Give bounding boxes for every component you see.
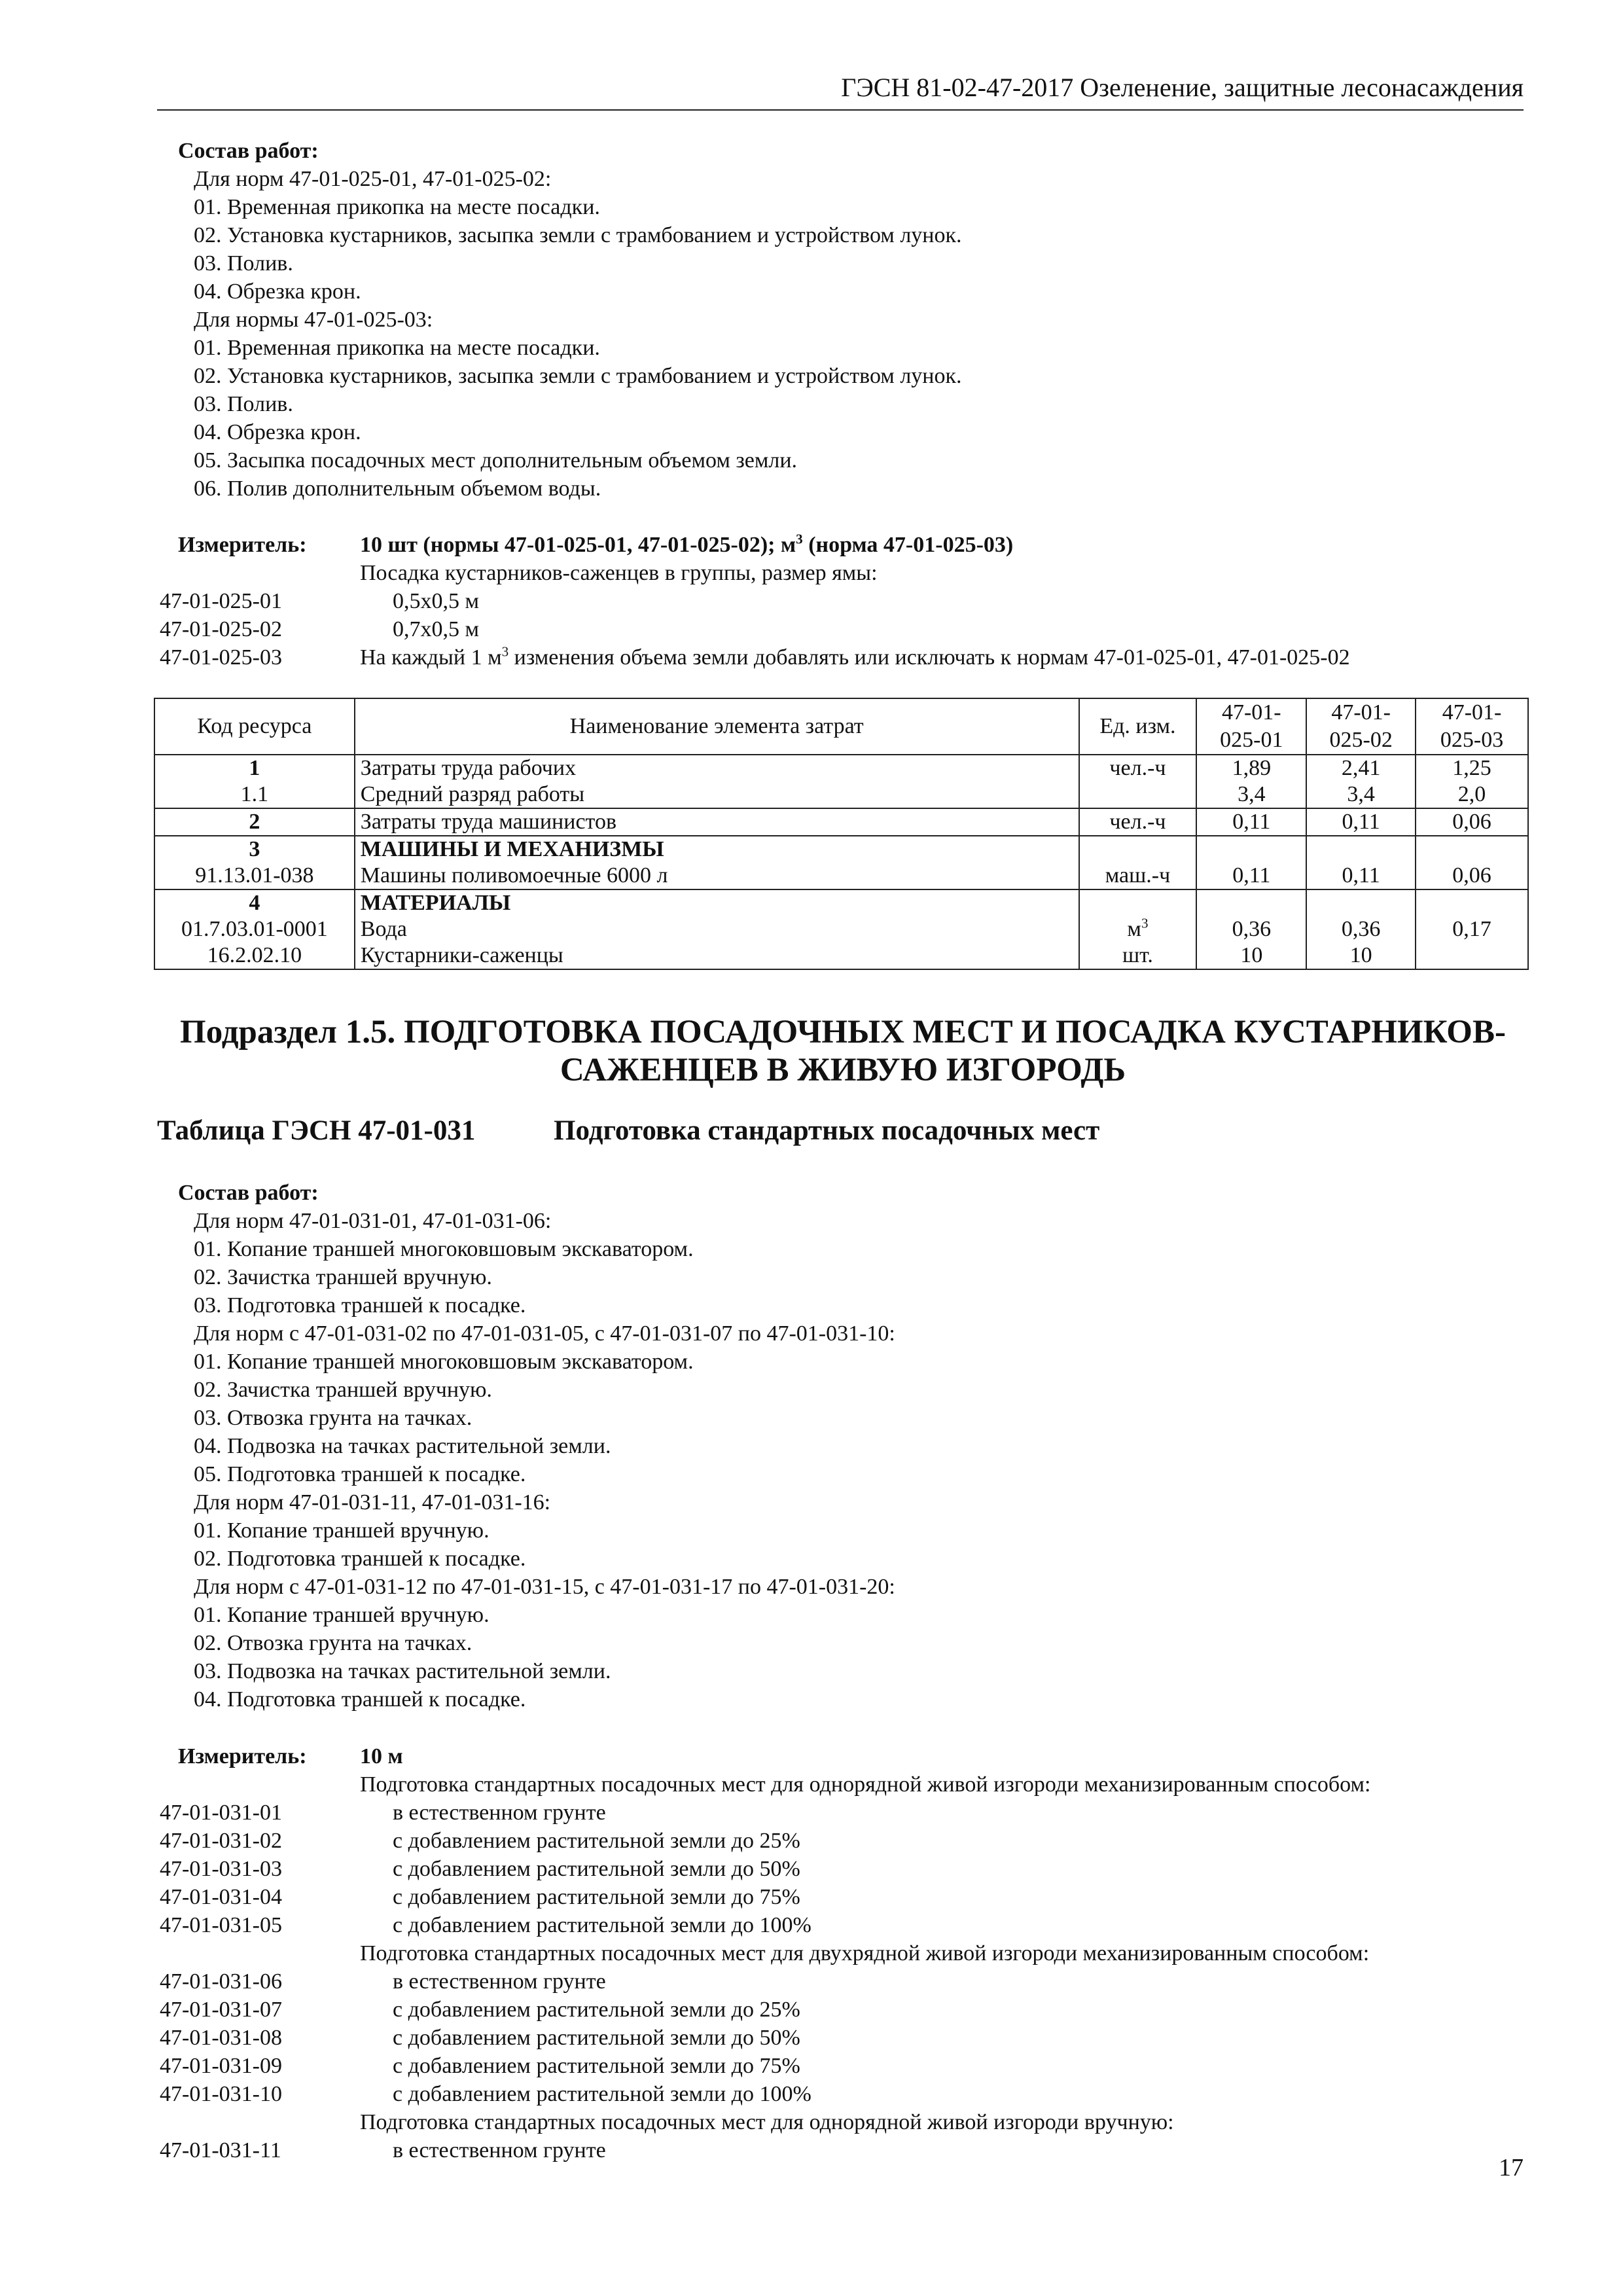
work-line: 03. Полив. [194, 392, 293, 416]
work-line: 01. Временная прикопка на месте посадки. [194, 336, 600, 360]
table-row: 16.2.02.10 Кустарники-саженцы шт. 10 10 [154, 942, 1528, 969]
subsection-heading: Подраздел 1.5. ПОДГОТОВКА ПОСАДОЧНЫХ МЕСТ И ПОСАДКА КУСТАРНИКОВ- САЖЕНЦЕВ В ЖИВУЮ ИЗГОРОДЬ [180, 1014, 1506, 1088]
work-line: 04. Обрезка крон. [194, 279, 361, 304]
work-line: 03. Отвозка грунта на тачках. [194, 1406, 473, 1430]
norm-code: 47-01-031-04 [160, 1885, 282, 1909]
work-composition-title: Состав работ: [178, 139, 319, 163]
norm-code: 47-01-025-03 [160, 645, 282, 670]
norm-text: в естественном грунте [393, 1801, 606, 1825]
group-caption: Подготовка стандартных посадочных мест для двухрядной живой изгороди механизированным способом: [360, 1941, 1370, 1965]
meter-label: Измеритель: [178, 1744, 307, 1768]
work-line: 03. Полив. [194, 251, 293, 276]
meter-label: Измеритель: [178, 533, 307, 557]
work-line: 02. Установка кустарников, засыпка земли с трамбованием и устройством лунок. [194, 223, 962, 247]
norm-code: 47-01-031-05 [160, 1913, 282, 1937]
work-line: 04. Подвозка на тачках растительной земли. [194, 1434, 611, 1458]
norm-code: 47-01-031-10 [160, 2082, 282, 2106]
group-caption: Подготовка стандартных посадочных мест для однорядной живой изгороди вручную: [360, 2110, 1174, 2134]
norm-text: с добавлением растительной земли до 75% [393, 1885, 800, 1909]
header-norm-2: 47-01- 025-02 [1306, 698, 1416, 755]
norm-text: в естественном грунте [393, 1969, 606, 1994]
norm-code: 47-01-031-02 [160, 1829, 282, 1853]
header-code: Код ресурса [154, 698, 355, 755]
table-row: 91.13.01-038 Машины поливомоечные 6000 л маш.-ч 0,11 0,11 0,06 [154, 863, 1528, 889]
header-norm-1: 47-01- 025-01 [1196, 698, 1306, 755]
table-row: 01.7.03.01-0001 Вода $м^3$ 0,36 0,36 0,17 [154, 916, 1528, 942]
work-line: Для нормы 47-01-025-03: [194, 308, 433, 332]
work-line: Для норм 47-01-031-11, 47-01-031-16: [194, 1490, 551, 1515]
work-line: 02. Отвозка грунта на тачках. [194, 1631, 473, 1655]
work-line: 05. Подготовка траншей к посадке. [194, 1462, 526, 1486]
work-line: 01. Копание траншей вручную. [194, 1518, 490, 1543]
work-line: 01. Копание траншей многоковшовым экскаватором. [194, 1350, 694, 1374]
work-line: 02. Зачистка траншей вручную. [194, 1378, 492, 1402]
norm-text: На каждый 1 $м^3$ изменения объема земли добавлять или исключать к нормам 47-01-025-01, 47-01-025-02 [360, 643, 1350, 670]
norm-code: 47-01-031-11 [160, 2138, 281, 2162]
work-line: 01. Временная прикопка на месте посадки. [194, 195, 600, 219]
table-row: 3 МАШИНЫ И МЕХАНИЗМЫ [154, 836, 1528, 863]
header-norm-3: 47-01- 025-03 [1416, 698, 1528, 755]
norm-code: 47-01-031-03 [160, 1857, 282, 1881]
page-number: 17 [1499, 2154, 1524, 2181]
norm-text: с добавлением растительной земли до 100% [393, 1913, 812, 1937]
work-line: 03. Подготовка траншей к посадке. [194, 1293, 526, 1318]
norm-text: в естественном грунте [393, 2138, 606, 2162]
work-line: Для норм 47-01-025-01, 47-01-025-02: [194, 167, 552, 191]
norm-code: 47-01-031-01 [160, 1801, 282, 1825]
norm-text: с добавлением растительной земли до 75% [393, 2054, 800, 2078]
resource-table [154, 698, 1529, 970]
table-label: Таблица ГЭСН 47-01-031 [157, 1115, 476, 1146]
work-line: Для норм 47-01-031-01, 47-01-031-06: [194, 1209, 552, 1233]
work-line: Для норм с 47-01-031-02 по 47-01-031-05, с 47-01-031-07 по 47-01-031-10: [194, 1321, 895, 1346]
table-row: 2 Затраты труда машинистов чел.-ч 0,11 0,11 0,06 [154, 808, 1528, 836]
meter-caption: Посадка кустарников-саженцев в группы, размер ямы: [360, 561, 878, 585]
work-line: 05. Засыпка посадочных мест дополнительным объемом земли. [194, 448, 798, 473]
work-line: 02. Зачистка траншей вручную. [194, 1265, 492, 1289]
norm-code: 47-01-031-06 [160, 1969, 282, 1994]
work-line: 04. Обрезка крон. [194, 420, 361, 444]
work-line: 02. Подготовка траншей к посадке. [194, 1547, 526, 1571]
table-row: 4 МАТЕРИАЛЫ [154, 889, 1528, 916]
norm-text: с добавлением растительной земли до 25% [393, 1829, 800, 1853]
header-unit: Ед. изм. [1079, 698, 1197, 755]
norm-code: 47-01-025-02 [160, 617, 282, 641]
work-line: 01. Копание траншей вручную. [194, 1603, 490, 1627]
meter-value: 10 шт (нормы 47-01-025-01, 47-01-025-02); $м^3$ (норма 47-01-025-03) [360, 531, 1014, 557]
work-line: 04. Подготовка траншей к посадке. [194, 1687, 526, 1712]
running-header: ГЭСН 81-02-47-2017 Озеленение, защитные лесонасаждения [157, 69, 1524, 111]
table-row: 1 Затраты труда рабочих чел.-ч 1,89 2,41 1,25 [154, 755, 1528, 781]
norm-text: с добавлением растительной земли до 50% [393, 1857, 800, 1881]
norm-text: 0,5х0,5 м [393, 589, 480, 613]
norm-code: 47-01-031-09 [160, 2054, 282, 2078]
work-line: 06. Полив дополнительным объемом воды. [194, 476, 601, 501]
work-line: Для норм с 47-01-031-12 по 47-01-031-15, с 47-01-031-17 по 47-01-031-20: [194, 1575, 895, 1599]
work-composition-title: Состав работ: [178, 1181, 319, 1205]
work-line: 03. Подвозка на тачках растительной земли. [194, 1659, 611, 1683]
norm-code: 47-01-031-08 [160, 2026, 282, 2050]
norm-code: 47-01-025-01 [160, 589, 282, 613]
table-row: 1.1 Средний разряд работы 3,4 3,4 2,0 [154, 781, 1528, 808]
meter-value: 10 м [360, 1744, 403, 1768]
norm-text: с добавлением растительной земли до 100% [393, 2082, 812, 2106]
norm-text: с добавлением растительной земли до 25% [393, 1998, 800, 2022]
norm-text: с добавлением растительной земли до 50% [393, 2026, 800, 2050]
work-line: 01. Копание траншей многоковшовым экскаватором. [194, 1237, 694, 1261]
norm-text: 0,7х0,5 м [393, 617, 480, 641]
table-title: Подготовка стандартных посадочных мест [554, 1115, 1100, 1146]
header-name: Наименование элемента затрат [355, 698, 1079, 755]
norm-code: 47-01-031-07 [160, 1998, 282, 2022]
work-line: 02. Установка кустарников, засыпка земли с трамбованием и устройством лунок. [194, 364, 962, 388]
group-caption: Подготовка стандартных посадочных мест для однорядной живой изгороди механизированным способом: [360, 1772, 1371, 1797]
table-header-row [154, 698, 1528, 755]
